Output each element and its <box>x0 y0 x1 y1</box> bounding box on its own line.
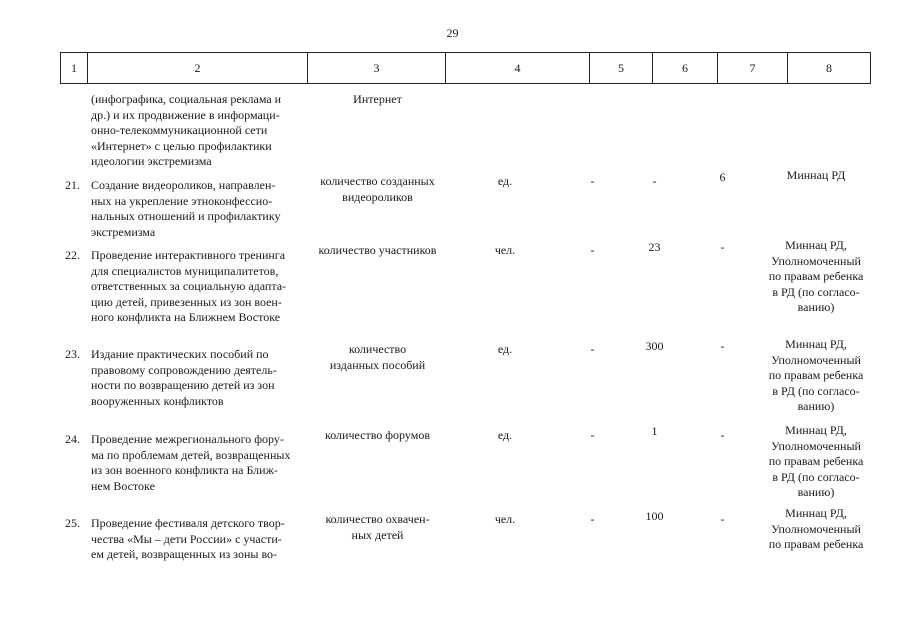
header-col-8: 8 <box>826 61 832 75</box>
row-24-unit: ед. <box>497 428 513 442</box>
row-24-col7: - <box>720 428 725 442</box>
row-21-description: Создание видеороликов, направлен- ных на укрепление этноконфессио- нальных отношений и профилактику экстремизма <box>91 178 281 239</box>
row-21-number: 21. <box>65 178 80 192</box>
continuation-indicator: Интернет <box>353 92 402 106</box>
row-21-col5: - <box>590 174 595 188</box>
row-25-indicator: количество охвачен- ных детей <box>325 512 430 542</box>
row-23-indicator: количество изданных пособий <box>329 342 426 372</box>
row-21-executor: Миннац РД <box>786 168 846 182</box>
row-25-unit: чел. <box>494 512 516 526</box>
row-25-executor: Миннац РД, Уполномоченный по правам ребенка <box>768 506 864 551</box>
header-col-7: 7 <box>718 53 788 83</box>
row-23-col7: - <box>720 339 725 353</box>
row-21-unit: ед. <box>497 174 513 188</box>
row-23-description: Издание практических пособий по правовому сопровождению деятель- ности по возвращению детей из зон вооруженных конфликтов <box>91 347 277 408</box>
header-col-4: 4 <box>446 53 590 83</box>
row-25-col5: - <box>590 512 595 526</box>
row-24-number: 24. <box>65 432 80 446</box>
row-22-col5: - <box>590 243 595 257</box>
row-21-col6: - <box>652 174 657 188</box>
row-24-col5: - <box>590 428 595 442</box>
page-number: 29 <box>446 26 459 40</box>
row-25-description: Проведение фестиваля детского твор- чества «Мы – дети России» с участи- ем детей, возвращенных из зоны во- <box>91 516 285 561</box>
row-22-col7: - <box>720 240 725 254</box>
row-24-executor: Миннац РД, Уполномоченный по правам ребенка в РД (по согласо- ванию) <box>768 423 864 499</box>
row-24-description: Проведение межрегионального фору- ма по проблемам детей, возвращенных из зон военного конфликта на Ближ- нем Востоке <box>91 432 291 493</box>
row-22-indicator: количество участников <box>318 243 437 257</box>
row-23-executor: Миннац РД, Уполномоченный по правам ребенка в РД (по согласо- ванию) <box>768 337 864 413</box>
header-col-2: 2 <box>88 53 308 83</box>
row-25-number: 25. <box>65 516 80 530</box>
row-23-col5: - <box>590 342 595 356</box>
header-col-3: 3 <box>308 53 446 83</box>
table-header-row <box>60 52 871 84</box>
row-23-col6: 300 <box>645 339 664 353</box>
row-21-col7: 6 <box>719 170 726 184</box>
row-22-col6: 23 <box>648 240 661 254</box>
header-col-1: 1 <box>61 53 88 83</box>
continuation-description: (инфографика, социальная реклама и др.) и их продвижение в информаци- онно-телекоммуникационной сети «Интернет» с целью профилактики идеологии экстремизма <box>91 92 282 168</box>
row-23-number: 23. <box>65 347 80 361</box>
row-22-executor: Миннац РД, Уполномоченный по правам ребенка в РД (по согласо- ванию) <box>768 238 864 314</box>
row-24-indicator: количество форумов <box>324 428 430 442</box>
row-22-number: 22. <box>65 248 80 262</box>
row-22-unit: чел. <box>494 243 516 257</box>
row-25-col6: 100 <box>645 509 664 523</box>
row-21-indicator: количество созданных видеороликов <box>320 174 435 204</box>
row-25-col7: - <box>720 512 725 526</box>
header-col-5: 5 <box>590 53 653 83</box>
header-col-6: 6 <box>653 53 718 83</box>
row-22-description: Проведение интерактивного тренинга для специалистов муниципалитетов, ответственных за социальную адапта- цию детей, привезенных из зон воен- ного конфликта на Ближнем Востоке <box>91 248 287 324</box>
row-23-unit: ед. <box>497 342 513 356</box>
row-24-col6: 1 <box>651 424 658 438</box>
